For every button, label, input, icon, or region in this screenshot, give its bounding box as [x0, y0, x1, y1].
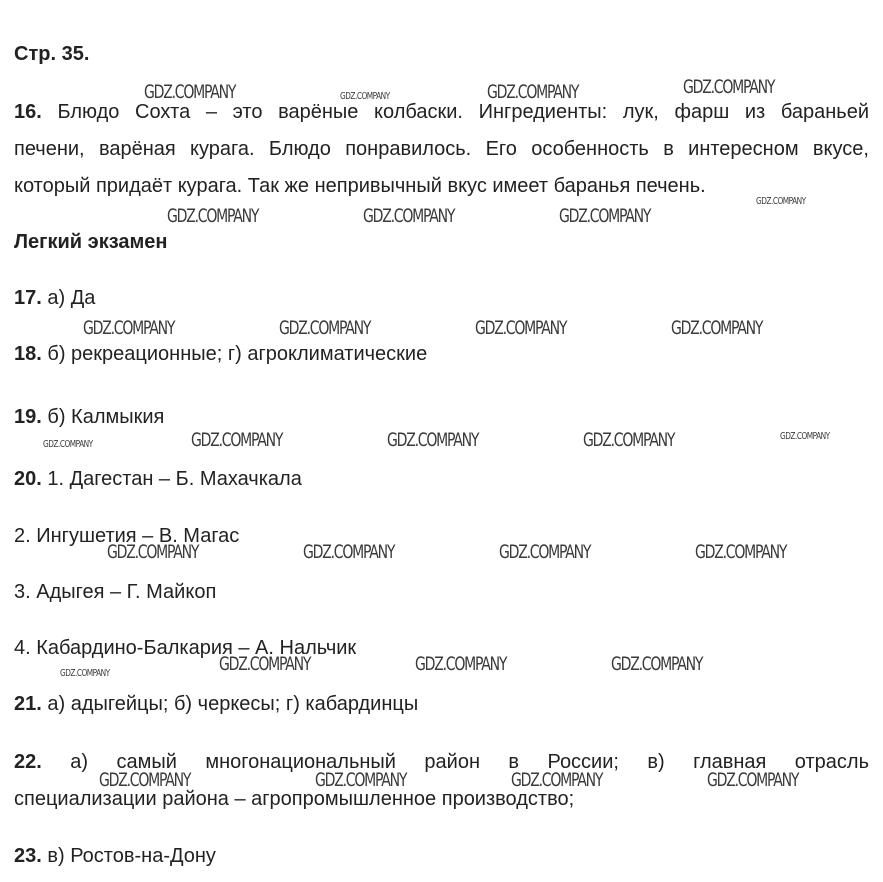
answer-18: 18. б) рекреационные; г) агроклиматические — [14, 343, 428, 365]
answer-20-item-1: 20. 1. Дагестан – Б. Махачкала — [14, 468, 302, 490]
watermark: GDZ.COMPANY — [611, 653, 703, 675]
answer-16-number: 16. — [14, 101, 42, 123]
answer-22-line-1: 22. а) самый многонациональный район в России; в) главная отрасль — [14, 751, 869, 773]
watermark: GDZ.COMPANY — [83, 317, 175, 339]
watermark: GDZ.COMPANY — [511, 769, 603, 791]
answer-22-number: 22. — [14, 751, 42, 773]
answer-16-line-1: 16. Блюдо Сохта – это варёные колбаски. Ингредиенты: лук, фарш из бараньей — [14, 101, 869, 123]
answer-17-number: 17. — [14, 287, 42, 309]
watermark: GDZ.COMPANY — [780, 431, 830, 442]
answer-20-item-4: 4. Кабардино-Балкария – А. Нальчик — [14, 637, 357, 659]
answer-16-line-2: печени, варёная курага. Блюдо понравилось. Его особенность в интересном вкусе, — [14, 138, 869, 160]
watermark: GDZ.COMPANY — [475, 317, 567, 339]
watermark: GDZ.COMPANY — [695, 541, 787, 563]
watermark: GDZ.COMPANY — [671, 317, 763, 339]
answer-20-item-2: 2. Ингушетия – В. Магас — [14, 525, 240, 547]
answer-19-number: 19. — [14, 406, 42, 428]
answer-17: 17. а) Да — [14, 287, 96, 309]
watermark: GDZ.COMPANY — [683, 76, 775, 98]
watermark: GDZ.COMPANY — [340, 91, 390, 102]
watermark: GDZ.COMPANY — [387, 429, 479, 451]
answer-18-number: 18. — [14, 343, 42, 365]
answer-23-number: 23. — [14, 845, 42, 867]
watermark: GDZ.COMPANY — [219, 653, 311, 675]
watermark: GDZ.COMPANY — [60, 668, 110, 679]
watermark: GDZ.COMPANY — [315, 769, 407, 791]
page-reference: Стр. 35. — [14, 43, 90, 65]
watermark: GDZ.COMPANY — [99, 769, 191, 791]
answer-16-line-3: который придаёт курага. Так же непривычный вкус имеет баранья печень. — [14, 175, 706, 197]
watermark: GDZ.COMPANY — [144, 81, 236, 103]
watermark: GDZ.COMPANY — [363, 205, 455, 227]
watermark: GDZ.COMPANY — [559, 205, 651, 227]
watermark: GDZ.COMPANY — [499, 541, 591, 563]
watermark: GDZ.COMPANY — [583, 429, 675, 451]
watermark: GDZ.COMPANY — [191, 429, 283, 451]
watermark: GDZ.COMPANY — [303, 541, 395, 563]
watermark: GDZ.COMPANY — [43, 439, 93, 450]
watermark: GDZ.COMPANY — [756, 196, 806, 207]
answer-22-line-2: специализации района – агропромышленное производство; — [14, 788, 575, 810]
answer-20-number: 20. — [14, 468, 42, 490]
watermark: GDZ.COMPANY — [487, 81, 579, 103]
answer-21: 21. а) адыгейцы; б) черкесы; г) кабардинцы — [14, 693, 419, 715]
answer-23: 23. в) Ростов-на-Дону — [14, 845, 216, 867]
watermark: GDZ.COMPANY — [167, 205, 259, 227]
watermark: GDZ.COMPANY — [415, 653, 507, 675]
answer-19: 19. б) Калмыкия — [14, 406, 165, 428]
watermark: GDZ.COMPANY — [107, 541, 199, 563]
watermark: GDZ.COMPANY — [707, 769, 799, 791]
answer-21-number: 21. — [14, 693, 42, 715]
answer-20-item-3: 3. Адыгея – Г. Майкоп — [14, 581, 217, 603]
section-heading: Легкий экзамен — [14, 231, 168, 253]
watermark: GDZ.COMPANY — [279, 317, 371, 339]
